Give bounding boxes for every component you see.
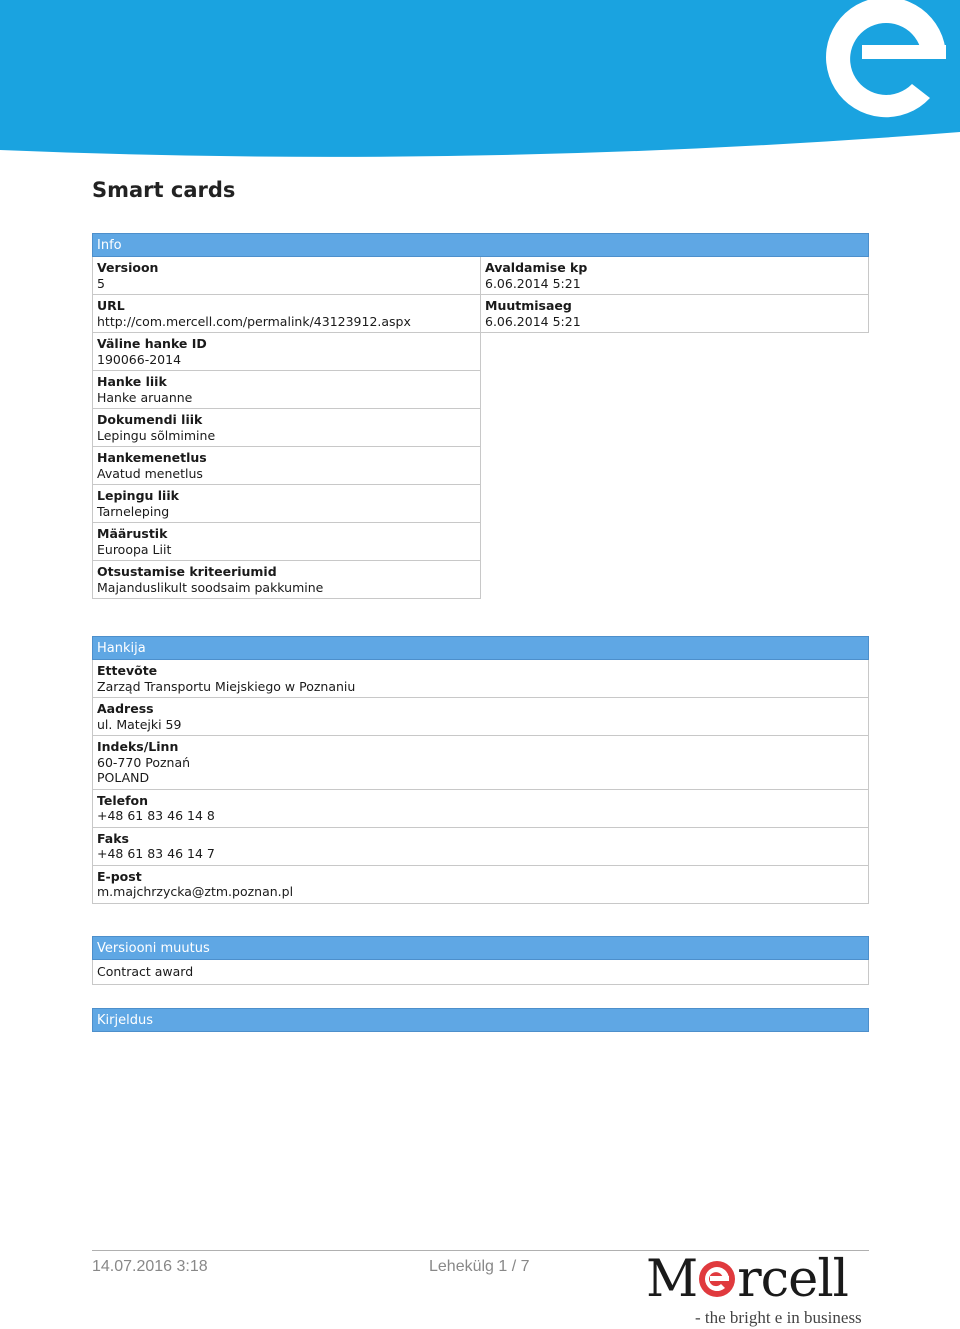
info-field-value: Euroopa Liit bbox=[97, 541, 172, 557]
footer-page-number: Lehekülg 1 / 7 bbox=[429, 1258, 530, 1275]
hankija-field-label: Aadress bbox=[97, 701, 154, 716]
logo-tagline: - the bright e in business bbox=[695, 1308, 862, 1327]
hankija-field-value: Zarząd Transportu Miejskiego w Poznaniu bbox=[97, 678, 356, 694]
info-field-label: Avaldamise kp bbox=[485, 260, 588, 275]
hankija-field bbox=[92, 828, 869, 866]
info-field-value: 190066-2014 bbox=[97, 351, 182, 367]
hankija-field-label: Faks bbox=[97, 830, 129, 846]
logo-e-icon bbox=[698, 1252, 736, 1292]
hankija-field bbox=[92, 660, 869, 698]
version-change-text: Contract award bbox=[97, 964, 194, 979]
hankija-field-value: 60-770 Poznań POLAND bbox=[97, 754, 191, 785]
hankija-fields bbox=[92, 660, 869, 904]
hankija-field-label: Telefon bbox=[97, 792, 149, 808]
info-field bbox=[92, 409, 481, 447]
info-field-label: Muutmisaeg bbox=[485, 298, 572, 313]
hankija-field-value: +48 61 83 46 14 8 bbox=[97, 808, 215, 823]
info-field bbox=[92, 485, 481, 523]
info-field-label: URL bbox=[97, 298, 125, 313]
logo-rest: rcell bbox=[737, 1250, 848, 1309]
hankija-field bbox=[92, 866, 869, 904]
mercell-logo bbox=[640, 1250, 870, 1329]
info-field-value: Hanke aruanne bbox=[97, 389, 193, 405]
info-field bbox=[481, 295, 869, 333]
hankija-section-header: Hankija bbox=[92, 636, 869, 660]
info-field-value: 6.06.2014 5:21 bbox=[485, 313, 581, 329]
info-field-value: Tarneleping bbox=[97, 503, 170, 519]
info-field-value: Lepingu sõlmimine bbox=[97, 427, 216, 443]
version-change-value bbox=[92, 960, 869, 985]
description-header: Kirjeldus bbox=[92, 1008, 869, 1032]
info-field bbox=[92, 523, 481, 561]
info-field bbox=[481, 257, 869, 295]
info-field bbox=[92, 371, 481, 409]
footer-date: 14.07.2016 3:18 bbox=[92, 1258, 208, 1275]
info-field-value: http://com.mercell.com/permalink/43123912.aspx bbox=[97, 313, 411, 329]
info-field-value: 5 bbox=[97, 275, 105, 291]
info-section bbox=[92, 233, 869, 599]
hankija-section bbox=[92, 636, 869, 904]
info-field bbox=[92, 257, 481, 295]
page-title: Smart cards bbox=[92, 178, 236, 202]
info-field-label: Määrustik bbox=[97, 526, 168, 541]
hankija-field-value: +48 61 83 46 14 7 bbox=[97, 846, 215, 861]
info-field-label: Otsustamise kriteeriumid bbox=[97, 564, 277, 579]
logo-m: M bbox=[646, 1250, 698, 1309]
info-field-value: 6.06.2014 5:21 bbox=[485, 275, 581, 291]
info-field-label: Väline hanke ID bbox=[97, 336, 207, 351]
info-field bbox=[92, 333, 481, 371]
hankija-field-label: Indeks/Linn bbox=[97, 739, 179, 754]
hankija-field-label: E-post bbox=[97, 868, 142, 884]
info-field bbox=[92, 561, 481, 599]
info-field-label: Lepingu liik bbox=[97, 488, 179, 503]
hankija-field bbox=[92, 698, 869, 736]
version-change-header: Versiooni muutus bbox=[92, 936, 869, 960]
hankija-field-value: ul. Matejki 59 bbox=[97, 716, 182, 732]
info-field-label: Hankemenetlus bbox=[97, 450, 207, 465]
logo-wordmark bbox=[646, 1250, 848, 1309]
info-field bbox=[92, 447, 481, 485]
hankija-field bbox=[92, 736, 869, 790]
info-field-value: Majanduslikult soodsaim pakkumine bbox=[97, 579, 324, 595]
info-field-value: Avatud menetlus bbox=[97, 465, 203, 481]
info-field bbox=[92, 295, 481, 333]
info-field-label: Versioon bbox=[97, 260, 159, 275]
version-change-section bbox=[92, 936, 869, 985]
hankija-field-label: Ettevõte bbox=[97, 663, 158, 678]
info-left-column bbox=[92, 257, 481, 599]
hankija-field-value: m.majchrzycka@ztm.poznan.pl bbox=[97, 884, 294, 899]
info-right-column bbox=[481, 257, 869, 599]
mercell-e-icon bbox=[826, 0, 946, 117]
info-field-label: Hanke liik bbox=[97, 374, 167, 389]
header-banner bbox=[0, 0, 960, 165]
hankija-field bbox=[92, 790, 869, 828]
info-section-header: Info bbox=[92, 233, 869, 257]
info-field-label: Dokumendi liik bbox=[97, 412, 203, 427]
description-section bbox=[92, 1008, 869, 1032]
